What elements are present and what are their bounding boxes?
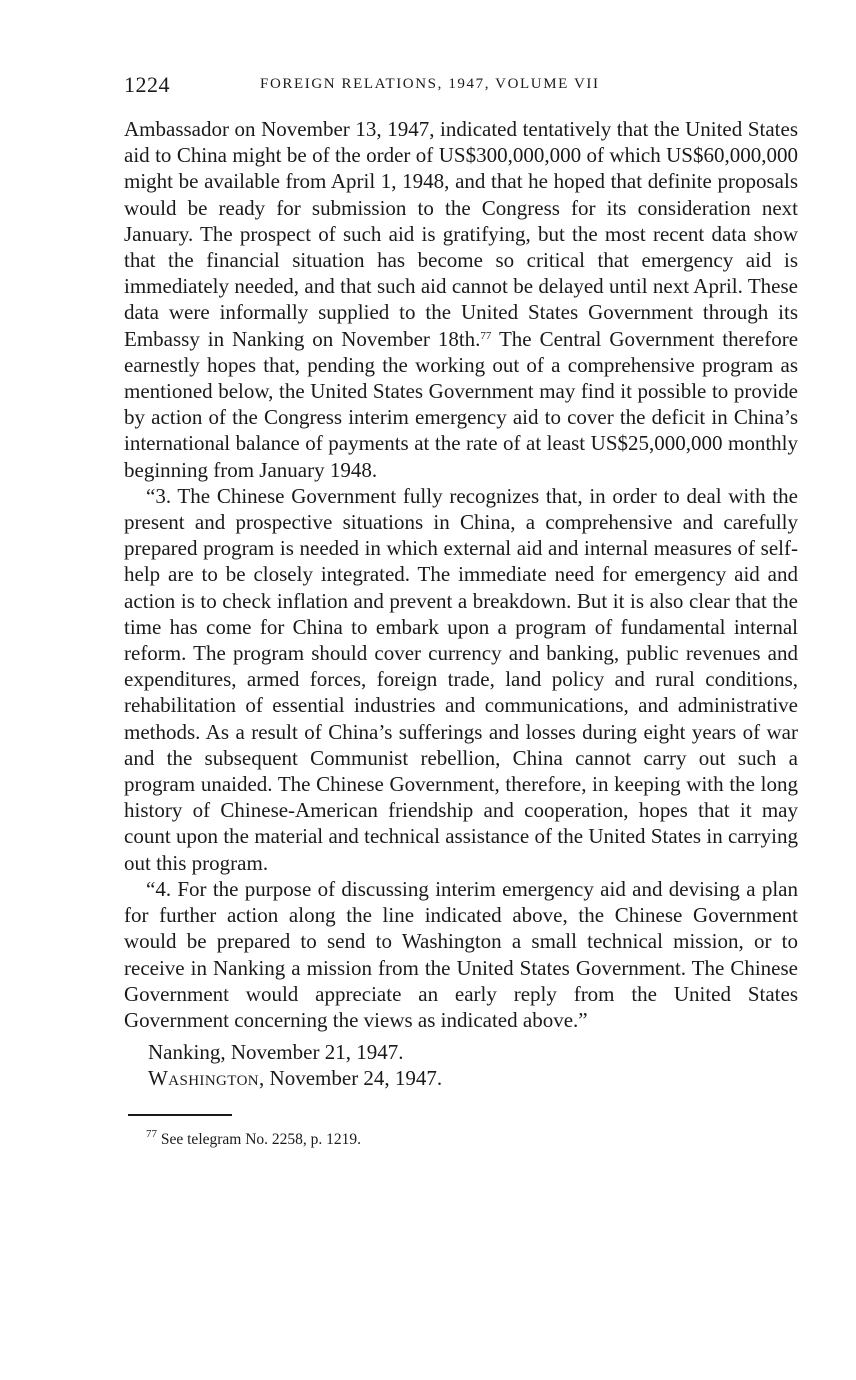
document-page bbox=[124, 66, 798, 1150]
footnote-text: See telegram No. 2258, p. 1219. bbox=[157, 1130, 362, 1148]
paragraph-text: The Central Government therefore earnestly hopes that, pending the working out of a comprehensive program as mentioned below, the United States Government may find it possible to provide by action of the Congress interim emergency aid to cover the deficit in China’s international balance of payments at the rate of at least US$25,000,000 monthly beginning from January 1948. bbox=[124, 326, 799, 482]
page-number: 1224 bbox=[124, 72, 170, 97]
signature-block bbox=[124, 1039, 798, 1091]
running-title: FOREIGN RELATIONS, 1947, VOLUME VII bbox=[260, 76, 600, 92]
paragraph-point-3: “3. The Chinese Government fully recognizes that, in order to deal with the present and prospective situations in China, a comprehensive and carefully prepared program is needed in which external aid and internal measures of self-help are to be closely integrated. The immediate need for emergency aid and action is to check inflation and prevent a breakdown. But it is also clear that the time has come for China to embark upon a program of fundamental internal reform. The program should cover currency and banking, public revenues and expenditures, armed forces, foreign trade, land policy and rural conditions, rehabilitation of essential industries and communications, and administrative methods. As a result of China’s sufferings and losses during eight years of war and the subsequent Communist rebellion, China cannot carry out such a program unaided. The Chinese Government, therefore, in keeping with the long history of Chinese-American friendship and cooperation, hopes that it may count upon the material and technical assistance of the United States in carrying out this program. bbox=[124, 483, 798, 875]
signature-date: , November 24, 1947. bbox=[259, 1066, 443, 1091]
signature-line-nanking: Nanking, November 21, 1947. bbox=[148, 1040, 404, 1065]
footnote-divider bbox=[128, 1114, 232, 1116]
paragraph-continued bbox=[124, 116, 798, 483]
footnote-number: 77 bbox=[146, 1127, 157, 1140]
running-head bbox=[124, 66, 798, 100]
body-text bbox=[124, 116, 798, 1033]
paragraph-text: Ambassador on November 13, 1947, indicated tentatively that the United States aid to China might be of the order of US$300,000,000 of which US$60,000,000 might be available from April 1, 1948, and that he hoped that definite proposals would be ready for submission to the Congress for its consideration next January. The prospect of such aid is gratifying, but the most recent data show that the financial situation has become so critical that emergency aid is immediately needed, and that such aid cannot be delayed until next April. These data were informally supplied to the United States Government through its Embassy in Nanking on November 18th. bbox=[124, 117, 798, 351]
footnote bbox=[124, 1127, 798, 1150]
footnote-reference: 77 bbox=[480, 329, 492, 342]
paragraph-point-4: “4. For the purpose of discussing interim emergency aid and devising a plan for further action along the line indicated above, the Chinese Government would be prepared to send to Washington a small technical mission, or to receive in Nanking a mission from the United States Government. The Chinese Government would appreciate an early reply from the United States Government concerning the views as indicated above.” bbox=[124, 876, 798, 1032]
signature-place: Washington bbox=[148, 1066, 260, 1091]
signature-line-washington bbox=[148, 1065, 798, 1091]
